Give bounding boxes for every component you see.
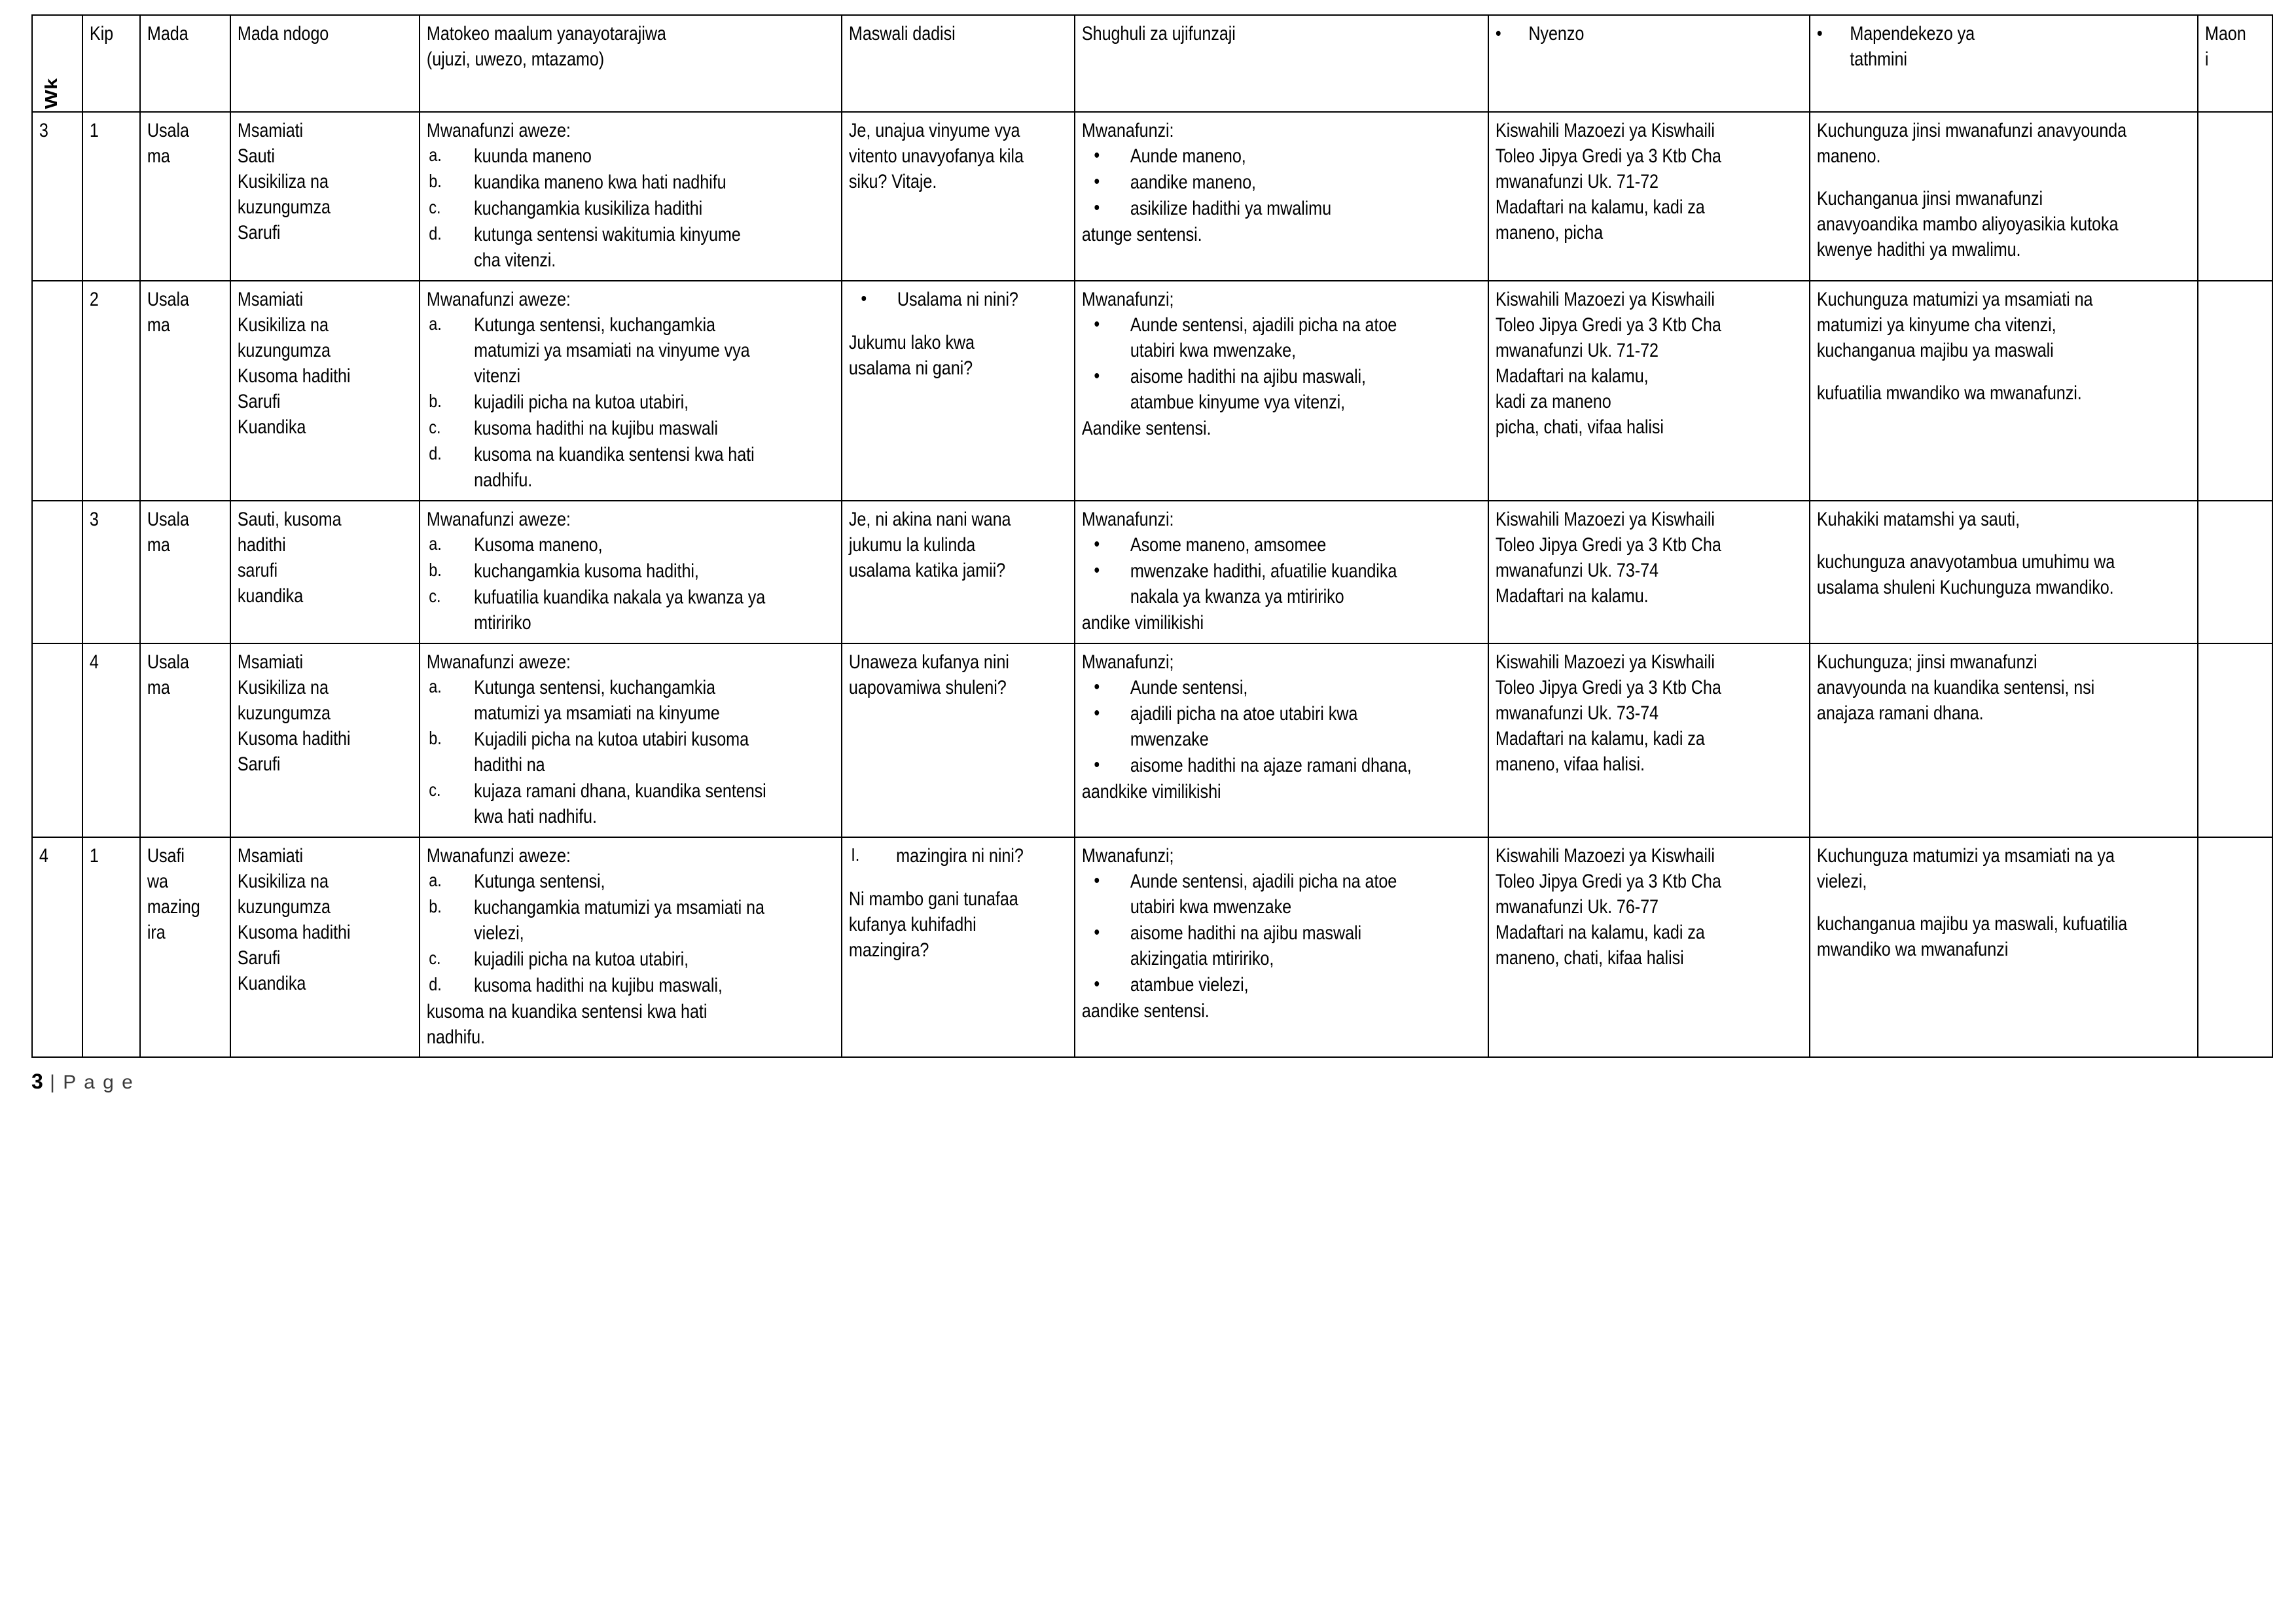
matokeo-list bbox=[427, 532, 768, 636]
cell-mada-ndogo bbox=[230, 837, 389, 1057]
bullet-icon: • bbox=[1817, 23, 1823, 45]
mada-line: Usala bbox=[147, 651, 189, 673]
page-footer bbox=[31, 1070, 2278, 1094]
matokeo-item: c. kujaza ramani dhana, kuandika sentensi kwa hati nadhifu. bbox=[429, 780, 767, 827]
footer-label: P a g e bbox=[63, 1072, 134, 1093]
list-marker: d. bbox=[429, 974, 442, 994]
table-row bbox=[32, 112, 2272, 281]
bullet-icon: • bbox=[1093, 145, 1100, 166]
matokeo-item: b. kuchangamkia kusoma hadithi, bbox=[429, 560, 700, 582]
cell-shughuli bbox=[1075, 501, 1422, 643]
mada-ndogo-item: Msamiati bbox=[237, 289, 303, 310]
cell-kip: 2 bbox=[82, 281, 131, 501]
mada-line: Usala bbox=[147, 509, 189, 530]
cell-mada bbox=[140, 643, 216, 837]
cell-mapendekezo bbox=[1810, 837, 2136, 1057]
matokeo-item: c. kusoma hadithi na kujibu maswali bbox=[429, 417, 719, 439]
shughuli-item: • Aunde sentensi, ajadili picha na atoe utabiri kwa mwenzake bbox=[1081, 869, 1416, 920]
cell-nyenzo bbox=[1488, 501, 1759, 643]
list-marker: c. bbox=[429, 780, 441, 800]
mada-line: ma bbox=[147, 677, 170, 698]
mada-ndogo-item: Msamiati bbox=[237, 845, 303, 867]
cell-mada bbox=[140, 112, 216, 281]
nyenzo-paragraph: Madaftari na kalamu. bbox=[1495, 585, 1649, 607]
maswali-bullet-item: • Usalama ni nini? bbox=[849, 287, 1031, 312]
cell-nyenzo bbox=[1488, 281, 1759, 501]
bullet-icon: • bbox=[1093, 676, 1100, 698]
matokeo-item: b. kuchangamkia matumizi ya msamiati na vielezi, bbox=[429, 896, 765, 944]
shughuli-list bbox=[1081, 143, 1416, 221]
list-marker: d. bbox=[429, 443, 442, 463]
nyenzo-paragraph: Kiswahili Mazoezi ya Kiswhaili Toleo Jipya Gredi ya 3 Ktb Cha mwanafunzi Uk. 76-77 bbox=[1495, 845, 1721, 918]
cell-mada bbox=[140, 281, 216, 501]
shughuli-lead: Mwanafunzi; bbox=[1081, 845, 1174, 867]
shughuli-item: • Asome maneno, amsomee bbox=[1081, 532, 1416, 558]
matokeo-list bbox=[427, 143, 768, 273]
mada-ndogo-item: Kusikiliza na kuzungumza bbox=[237, 871, 331, 918]
mada-line: mazing bbox=[147, 896, 200, 918]
nyenzo-paragraph: kadi za maneno bbox=[1495, 391, 1611, 412]
matokeo-item: d. kusoma na kuandika sentensi kwa hati nadhifu. bbox=[429, 443, 755, 491]
shughuli-item: • Aunde sentensi, ajadili picha na atoe utabiri kwa mwenzake, bbox=[1081, 312, 1416, 363]
shughuli-list bbox=[1081, 675, 1416, 778]
cell-shughuli bbox=[1075, 643, 1422, 837]
mada-ndogo-item: kuandika bbox=[237, 585, 303, 607]
footer-page-number: 3 bbox=[31, 1070, 43, 1093]
column-header-matokeo bbox=[420, 15, 774, 112]
shughuli-list bbox=[1081, 869, 1416, 998]
matokeo-lead: Mwanafunzi aweze: bbox=[427, 845, 571, 867]
column-header-matokeo-line1: Matokeo maalum yanayotarajiwa bbox=[427, 23, 667, 45]
column-header-maoni-line2: i bbox=[2204, 48, 2209, 70]
nyenzo-paragraph: picha, chati, vifaa halisi bbox=[1495, 416, 1664, 438]
cell-maoni bbox=[2198, 643, 2261, 837]
mapendekezo-paragraph: Kuchunguza jinsi mwanafunzi anavyounda maneno. bbox=[1817, 120, 2127, 167]
cell-mapendekezo bbox=[1810, 281, 2136, 501]
column-header-mada: Mada bbox=[140, 15, 216, 112]
column-header-maswali: Maswali dadisi bbox=[842, 15, 1037, 112]
mada-line: Usafi bbox=[147, 845, 185, 867]
mada-ndogo-item: Sarufi bbox=[237, 222, 281, 244]
mapendekezo-paragraph: Kuchanganua jinsi mwanafunzi anavyoandika mambo aliyoyasikia kutoka kwenye hadithi ya mwalimu. bbox=[1817, 188, 2119, 261]
list-marker: d. bbox=[429, 223, 442, 244]
header-row bbox=[32, 15, 2272, 112]
shughuli-item: • Aunde sentensi, bbox=[1081, 675, 1416, 700]
matokeo-lead: Mwanafunzi aweze: bbox=[427, 289, 571, 310]
mada-ndogo-item: Sarufi bbox=[237, 391, 281, 412]
maswali-paragraph: Ni mambo gani tunafaa kufanya kuhifadhi mazingira? bbox=[848, 888, 1018, 961]
cell-matokeo bbox=[420, 501, 774, 643]
shughuli-item: • ajadili picha na atoe utabiri kwa mwenzake bbox=[1081, 701, 1416, 752]
bullet-icon: • bbox=[1093, 754, 1100, 776]
mapendekezo-paragraph: Kuchunguza; jinsi mwanafunzi anavyounda na kuandika sentensi, nsi anajaza ramani dhana. bbox=[1817, 651, 2095, 724]
matokeo-trailer: kusoma na kuandika sentensi kwa hati nadhifu. bbox=[427, 1001, 708, 1048]
column-header-wk-label: Wk bbox=[41, 77, 61, 109]
cell-maoni bbox=[2198, 501, 2261, 643]
mada-line: Usala bbox=[147, 289, 189, 310]
matokeo-lead: Mwanafunzi aweze: bbox=[427, 509, 571, 530]
list-marker: c. bbox=[429, 948, 441, 968]
mada-ndogo-item: Sarufi bbox=[237, 947, 281, 969]
column-header-nyenzo bbox=[1488, 15, 1759, 112]
shughuli-trailer: aandike sentensi. bbox=[1081, 1000, 1210, 1022]
mada-ndogo-item: Kuandika bbox=[237, 973, 306, 994]
column-header-mapendekezo-line2: tathmini bbox=[1850, 48, 1908, 70]
list-marker: a. bbox=[429, 314, 442, 334]
mada-line: ma bbox=[147, 534, 170, 556]
matokeo-list bbox=[427, 312, 768, 493]
mada-ndogo-item: Kusikiliza na kuzungumza bbox=[237, 171, 331, 218]
cell-matokeo bbox=[420, 643, 774, 837]
mada-ndogo-item: Sauti, kusoma hadithi bbox=[237, 509, 342, 556]
list-marker: a. bbox=[429, 870, 442, 890]
mada-ndogo-item: Sauti bbox=[237, 145, 275, 167]
shughuli-lead: Mwanafunzi: bbox=[1081, 120, 1174, 141]
mada-ndogo-item: Msamiati bbox=[237, 120, 303, 141]
mada-line: wa bbox=[147, 871, 168, 892]
mada-ndogo-item: Sarufi bbox=[237, 753, 281, 775]
list-marker: c. bbox=[429, 197, 441, 217]
shughuli-lead: Mwanafunzi; bbox=[1081, 651, 1174, 673]
cell-maoni bbox=[2198, 281, 2261, 501]
shughuli-lead: Mwanafunzi: bbox=[1081, 509, 1174, 530]
matokeo-item: a. Kutunga sentensi, kuchangamkia matumizi ya msamiati na kinyume bbox=[429, 676, 721, 724]
matokeo-item: a. Kutunga sentensi, bbox=[429, 870, 605, 892]
matokeo-item: c. kufuatilia kuandika nakala ya kwanza ya mtiririko bbox=[429, 586, 766, 634]
matokeo-lead: Mwanafunzi aweze: bbox=[427, 651, 571, 673]
cell-mapendekezo bbox=[1810, 112, 2136, 281]
column-header-mapendekezo-line1: Mapendekezo ya bbox=[1850, 23, 1975, 45]
shughuli-item: • atambue vielezi, bbox=[1081, 972, 1416, 998]
mada-ndogo-item: Kusoma hadithi bbox=[237, 922, 351, 943]
cell-maswali bbox=[842, 112, 1037, 281]
shughuli-trailer: Aandike sentensi. bbox=[1081, 418, 1211, 439]
list-marker: a. bbox=[429, 145, 442, 165]
cell-wk: 3 bbox=[32, 112, 75, 281]
maswali-paragraph: Jukumu lako kwa usalama ni gani? bbox=[848, 332, 975, 379]
matokeo-item: b. kujadili picha na kutoa utabiri, bbox=[429, 391, 689, 413]
cell-kip: 4 bbox=[82, 643, 131, 837]
bullet-icon: • bbox=[1495, 23, 1501, 45]
column-header-maoni bbox=[2198, 15, 2261, 112]
shughuli-item: • aisome hadithi na ajaze ramani dhana, bbox=[1081, 753, 1416, 778]
maswali-paragraph: Unaweza kufanya nini uapovamiwa shuleni? bbox=[848, 651, 1009, 698]
table-header bbox=[32, 15, 2272, 112]
shughuli-trailer: aandkike vimilikishi bbox=[1081, 781, 1221, 803]
shughuli-item: • aisome hadithi na ajibu maswali, atambue kinyume vya vitenzi, bbox=[1081, 364, 1416, 415]
cell-matokeo bbox=[420, 112, 774, 281]
bullet-icon: • bbox=[1093, 314, 1100, 335]
shughuli-item: • aandike maneno, bbox=[1081, 170, 1416, 195]
shughuli-item: • Aunde maneno, bbox=[1081, 143, 1416, 169]
cell-wk bbox=[32, 281, 75, 501]
cell-mada-ndogo bbox=[230, 112, 389, 281]
cell-mada bbox=[140, 501, 216, 643]
cell-maswali bbox=[842, 281, 1037, 501]
list-marker: c. bbox=[429, 586, 441, 606]
matokeo-list bbox=[427, 869, 768, 998]
bullet-icon: • bbox=[1093, 533, 1100, 555]
matokeo-item: a. kuunda maneno bbox=[429, 145, 592, 167]
mada-ndogo-item: sarufi bbox=[237, 560, 278, 581]
shughuli-item: • aisome hadithi na ajibu maswali akizingatia mtiririko, bbox=[1081, 920, 1416, 971]
nyenzo-paragraph: Madaftari na kalamu, kadi za maneno, chati, kifaa halisi bbox=[1495, 922, 1705, 969]
cell-matokeo bbox=[420, 837, 774, 1057]
mada-ndogo-item: Kuandika bbox=[237, 416, 306, 438]
cell-wk bbox=[32, 501, 75, 643]
bullet-icon: • bbox=[1093, 973, 1100, 995]
bullet-icon: • bbox=[1093, 870, 1100, 892]
column-header-mapendekezo bbox=[1810, 15, 2136, 112]
matokeo-lead: Mwanafunzi aweze: bbox=[427, 120, 571, 141]
list-marker: b. bbox=[429, 728, 442, 748]
nyenzo-paragraph: Madaftari na kalamu, kadi za maneno, picha bbox=[1495, 196, 1705, 244]
matokeo-item: c. kuchangamkia kusikiliza hadithi bbox=[429, 197, 703, 219]
scheme-of-work-table bbox=[31, 14, 2273, 1058]
cell-maswali bbox=[842, 837, 1037, 1057]
mada-ndogo-item: Kusikiliza na kuzungumza bbox=[237, 677, 331, 724]
bullet-icon: • bbox=[1093, 702, 1100, 724]
matokeo-item: d. kusoma hadithi na kujibu maswali, bbox=[429, 974, 723, 996]
table-row bbox=[32, 643, 2272, 837]
column-header-maoni-line1: Maon bbox=[2204, 23, 2246, 45]
shughuli-item: • asikilize hadithi ya mwalimu bbox=[1081, 196, 1416, 221]
shughuli-trailer: andike vimilikishi bbox=[1081, 612, 1204, 634]
mada-ndogo-item: Msamiati bbox=[237, 651, 303, 673]
mapendekezo-paragraph: Kuhakiki matamshi ya sauti, bbox=[1817, 509, 2020, 530]
column-header-mada-ndogo: Mada ndogo bbox=[230, 15, 389, 112]
cell-matokeo bbox=[420, 281, 774, 501]
maswali-numbered-list bbox=[849, 843, 1031, 869]
nyenzo-paragraph: Kiswahili Mazoezi ya Kiswhaili Toleo Jipya Gredi ya 3 Ktb Cha mwanafunzi Uk. 73-74 bbox=[1495, 509, 1721, 581]
cell-kip: 1 bbox=[82, 837, 131, 1057]
mapendekezo-paragraph: kuchunguza anavyotambua umuhimu wa usalama shuleni Kuchunguza mwandiko. bbox=[1817, 551, 2115, 598]
column-header-kip: Kip bbox=[82, 15, 131, 112]
cell-wk bbox=[32, 643, 75, 837]
cell-shughuli bbox=[1075, 837, 1422, 1057]
table-row bbox=[32, 837, 2272, 1057]
maswali-paragraph: Je, ni akina nani wana jukumu la kulinda usalama katika jamii? bbox=[848, 509, 1011, 581]
cell-nyenzo bbox=[1488, 112, 1759, 281]
matokeo-item: a. Kusoma maneno, bbox=[429, 533, 603, 556]
matokeo-item: a. Kutunga sentensi, kuchangamkia matumizi ya msamiati na vinyume vya vitenzi bbox=[429, 314, 750, 387]
cell-mapendekezo bbox=[1810, 501, 2136, 643]
shughuli-list bbox=[1081, 312, 1416, 415]
bullet-icon: • bbox=[1093, 560, 1100, 581]
table-row bbox=[32, 501, 2272, 643]
list-marker: b. bbox=[429, 391, 442, 411]
mada-line: ma bbox=[147, 314, 170, 336]
cell-kip: 3 bbox=[82, 501, 131, 643]
footer-separator: | bbox=[50, 1072, 56, 1093]
nyenzo-paragraph: Kiswahili Mazoezi ya Kiswhaili Toleo Jipya Gredi ya 3 Ktb Cha mwanafunzi Uk. 71-72 bbox=[1495, 120, 1721, 192]
nyenzo-paragraph: Madaftari na kalamu, kadi za maneno, vifaa halisi. bbox=[1495, 728, 1705, 775]
cell-mada bbox=[140, 837, 216, 1057]
cell-kip: 1 bbox=[82, 112, 131, 281]
matokeo-list bbox=[427, 675, 768, 829]
column-header-nyenzo-label: Nyenzo bbox=[1528, 23, 1585, 45]
cell-nyenzo bbox=[1488, 837, 1759, 1057]
matokeo-item: d. kutunga sentensi wakitumia kinyume cha vitenzi. bbox=[429, 223, 742, 271]
column-header-wk bbox=[32, 15, 75, 112]
matokeo-item: c. kujadili picha na kutoa utabiri, bbox=[429, 948, 689, 970]
bullet-icon: • bbox=[1093, 197, 1100, 219]
cell-maswali bbox=[842, 643, 1037, 837]
nyenzo-paragraph: Kiswahili Mazoezi ya Kiswhaili Toleo Jipya Gredi ya 3 Ktb Cha mwanafunzi Uk. 71-72 bbox=[1495, 289, 1721, 361]
column-header-matokeo-line2: (ujuzi, uwezo, mtazamo) bbox=[427, 48, 605, 70]
mapendekezo-paragraph: kufuatilia mwandiko wa mwanafunzi. bbox=[1817, 382, 2082, 404]
cell-shughuli bbox=[1075, 112, 1422, 281]
mada-ndogo-item: Kusoma hadithi bbox=[237, 365, 351, 387]
mada-ndogo-item: Kusoma hadithi bbox=[237, 728, 351, 749]
table-row bbox=[32, 281, 2272, 501]
mada-line: ma bbox=[147, 145, 170, 167]
table-body bbox=[32, 112, 2272, 1057]
bullet-icon: • bbox=[1093, 171, 1100, 192]
cell-maoni bbox=[2198, 112, 2261, 281]
cell-shughuli bbox=[1075, 281, 1422, 501]
shughuli-trailer: atunge sentensi. bbox=[1081, 224, 1202, 245]
column-header-shughuli: Shughuli za ujifunzaji bbox=[1075, 15, 1422, 112]
cell-mapendekezo bbox=[1810, 643, 2136, 837]
shughuli-list bbox=[1081, 532, 1416, 609]
list-marker: a. bbox=[429, 676, 442, 696]
maswali-bullet-list bbox=[849, 287, 1031, 312]
bullet-icon: • bbox=[1093, 365, 1100, 387]
cell-maoni bbox=[2198, 837, 2261, 1057]
mapendekezo-paragraph: kuchanganua majibu ya maswali, kufuatilia mwandiko wa mwanafunzi bbox=[1817, 913, 2128, 960]
bullet-icon: • bbox=[1093, 922, 1100, 943]
mada-line: ira bbox=[147, 922, 166, 943]
list-marker: b. bbox=[429, 171, 442, 191]
bullet-icon: • bbox=[861, 288, 867, 310]
matokeo-item: b. Kujadili picha na kutoa utabiri kusoma hadithi na bbox=[429, 728, 749, 776]
cell-mada-ndogo bbox=[230, 643, 389, 837]
shughuli-item: • mwenzake hadithi, afuatilie kuandika nakala ya kwanza ya mtiririko bbox=[1081, 558, 1416, 609]
mapendekezo-paragraph: Kuchunguza matumizi ya msamiati na ya vielezi, bbox=[1817, 845, 2115, 892]
maswali-paragraph: Je, unajua vinyume vya vitento unavyofanya kila siku? Vitaje. bbox=[848, 120, 1024, 192]
mada-ndogo-item: Kusikiliza na kuzungumza bbox=[237, 314, 331, 361]
mapendekezo-paragraph: Kuchunguza matumizi ya msamiati na matumizi ya kinyume cha vitenzi, kuchanganua majibu ya maswali bbox=[1817, 289, 2093, 361]
list-marker: b. bbox=[429, 896, 442, 916]
list-marker: I. bbox=[850, 844, 859, 865]
cell-maswali bbox=[842, 501, 1037, 643]
cell-mada-ndogo bbox=[230, 281, 389, 501]
matokeo-item: b. kuandika maneno kwa hati nadhifu bbox=[429, 171, 726, 193]
list-marker: c. bbox=[429, 417, 441, 437]
nyenzo-paragraph: Madaftari na kalamu, bbox=[1495, 365, 1649, 387]
list-marker: b. bbox=[429, 560, 442, 580]
cell-nyenzo bbox=[1488, 643, 1759, 837]
mada-line: Usala bbox=[147, 120, 189, 141]
shughuli-lead: Mwanafunzi; bbox=[1081, 289, 1174, 310]
cell-mada-ndogo bbox=[230, 501, 389, 643]
maswali-numbered-item: I. mazingira ni nini? bbox=[850, 844, 1024, 867]
nyenzo-paragraph: Kiswahili Mazoezi ya Kiswhaili Toleo Jipya Gredi ya 3 Ktb Cha mwanafunzi Uk. 73-74 bbox=[1495, 651, 1721, 724]
list-marker: a. bbox=[429, 533, 442, 554]
cell-wk: 4 bbox=[32, 837, 75, 1057]
